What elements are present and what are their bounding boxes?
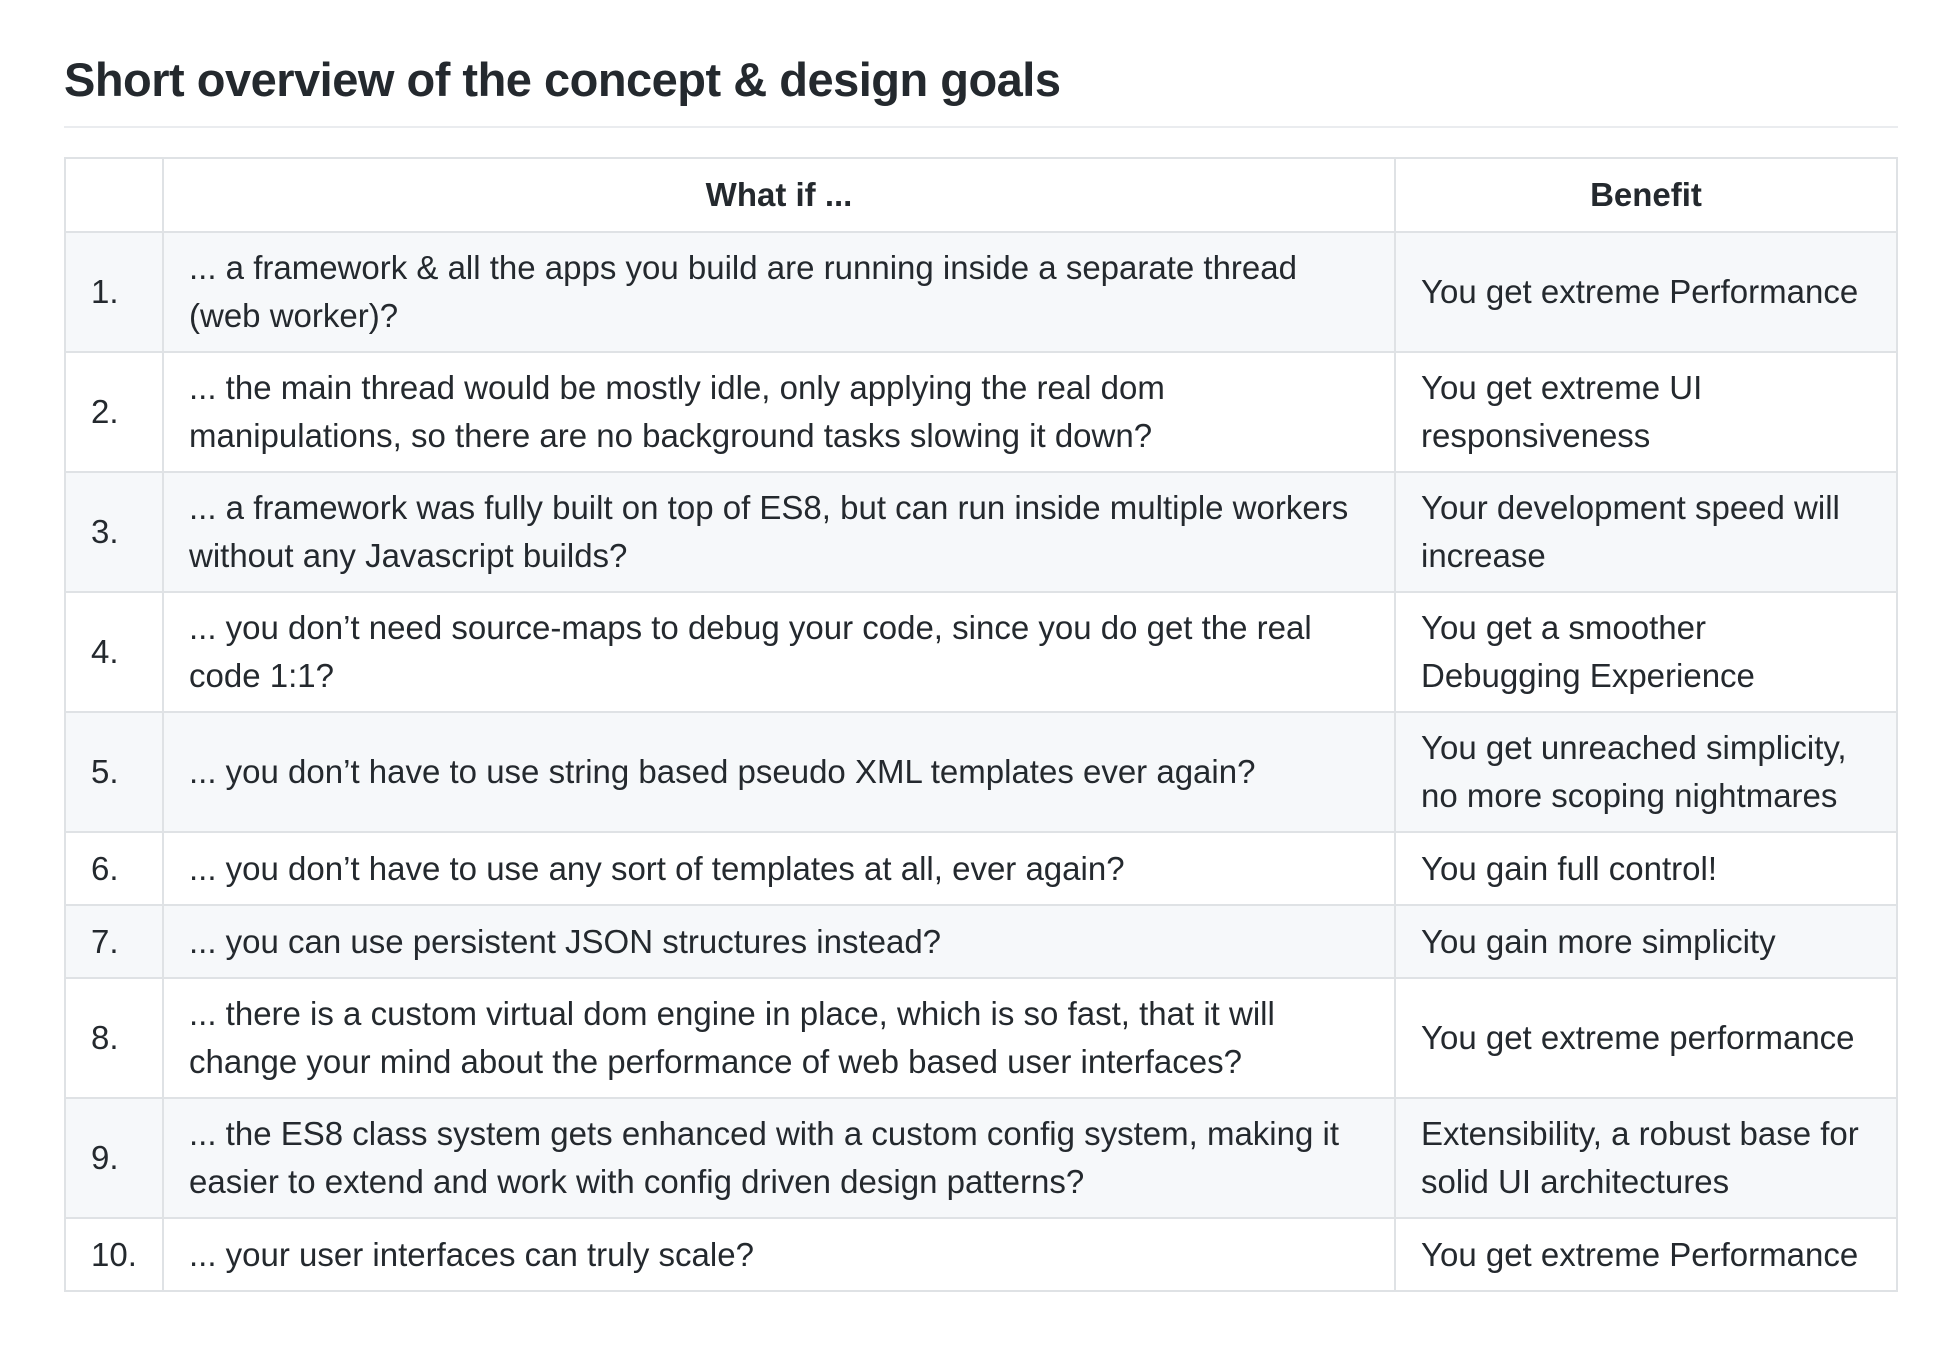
row-benefit: You get unreached simplicity, no more scoping nightmares bbox=[1395, 712, 1897, 832]
row-benefit: Extensibility, a robust base for solid UI architectures bbox=[1395, 1098, 1897, 1218]
concept-table bbox=[64, 157, 1898, 1292]
row-number: 6. bbox=[65, 832, 163, 905]
row-benefit: Your development speed will increase bbox=[1395, 472, 1897, 592]
table-row bbox=[65, 978, 1897, 1098]
table-row bbox=[65, 712, 1897, 832]
section-heading: Short overview of the concept & design goals bbox=[64, 46, 1898, 128]
table-row bbox=[65, 472, 1897, 592]
row-what-if: ... your user interfaces can truly scale? bbox=[163, 1218, 1395, 1291]
row-what-if: ... you don’t have to use any sort of templates at all, ever again? bbox=[163, 832, 1395, 905]
row-benefit: You gain full control! bbox=[1395, 832, 1897, 905]
row-what-if: ... a framework was fully built on top of ES8, but can run inside multiple workers without any Javascript builds? bbox=[163, 472, 1395, 592]
row-what-if: ... a framework & all the apps you build are running inside a separate thread (web worker)? bbox=[163, 232, 1395, 352]
row-what-if: ... you don’t need source-maps to debug your code, since you do get the real code 1:1? bbox=[163, 592, 1395, 712]
row-benefit: You get extreme Performance bbox=[1395, 232, 1897, 352]
table-row bbox=[65, 352, 1897, 472]
row-benefit: You get a smoother Debugging Experience bbox=[1395, 592, 1897, 712]
row-number: 1. bbox=[65, 232, 163, 352]
column-header-benefit: Benefit bbox=[1395, 158, 1897, 232]
row-number: 7. bbox=[65, 905, 163, 978]
row-benefit: You get extreme UI responsiveness bbox=[1395, 352, 1897, 472]
row-benefit: You get extreme performance bbox=[1395, 978, 1897, 1098]
table-row bbox=[65, 592, 1897, 712]
row-what-if: ... you can use persistent JSON structures instead? bbox=[163, 905, 1395, 978]
row-what-if: ... there is a custom virtual dom engine in place, which is so fast, that it will change your mind about the performance of web based user interfaces? bbox=[163, 978, 1395, 1098]
row-what-if: ... the main thread would be mostly idle, only applying the real dom manipulations, so there are no background tasks slowing it down? bbox=[163, 352, 1395, 472]
row-what-if: ... the ES8 class system gets enhanced with a custom config system, making it easier to extend and work with config driven design patterns? bbox=[163, 1098, 1395, 1218]
table-header-row bbox=[65, 158, 1897, 232]
row-number: 9. bbox=[65, 1098, 163, 1218]
row-number: 5. bbox=[65, 712, 163, 832]
table-row bbox=[65, 832, 1897, 905]
row-number: 3. bbox=[65, 472, 163, 592]
column-header-what-if: What if ... bbox=[163, 158, 1395, 232]
table-row bbox=[65, 905, 1897, 978]
table-row bbox=[65, 232, 1897, 352]
table-row bbox=[65, 1098, 1897, 1218]
row-number: 8. bbox=[65, 978, 163, 1098]
row-benefit: You get extreme Performance bbox=[1395, 1218, 1897, 1291]
row-benefit: You gain more simplicity bbox=[1395, 905, 1897, 978]
row-number: 4. bbox=[65, 592, 163, 712]
row-what-if: ... you don’t have to use string based pseudo XML templates ever again? bbox=[163, 712, 1395, 832]
column-header-number bbox=[65, 158, 163, 232]
row-number: 2. bbox=[65, 352, 163, 472]
row-number: 10. bbox=[65, 1218, 163, 1291]
table-row bbox=[65, 1218, 1897, 1291]
